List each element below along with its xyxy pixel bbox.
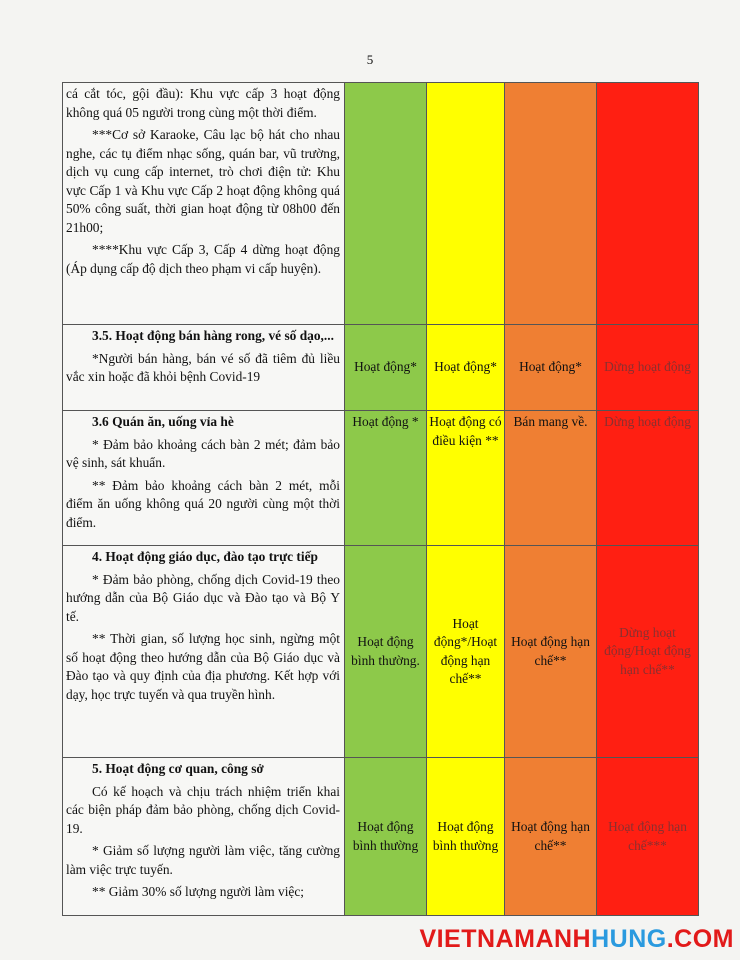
page-number: 5 (366, 52, 374, 67)
epidemic-level-table (62, 82, 699, 916)
level-4-cell: Dừng hoạt động (597, 325, 699, 411)
level-3-cell: Bán mang về. (505, 411, 597, 546)
level-2-cell: Hoạt động* (427, 325, 505, 411)
watermark-part: VIETNAMANH (419, 925, 592, 953)
level-2-cell: Hoạt động*/Hoạt động hạn chế** (427, 546, 505, 758)
paragraph: * Đảm bảo phòng, chống dịch Covid-19 theo hướng dẫn của Bộ Giáo dục và Đào tạo và Bộ Y tế. (66, 571, 340, 624)
watermark-part: .COM (666, 925, 734, 953)
table-row (63, 546, 699, 758)
level-4-cell: Dừng hoạt động (597, 411, 699, 546)
level-1-cell: Hoạt động * (345, 411, 427, 546)
paragraph: ** Giảm 30% số lượng người làm việc; (92, 884, 305, 899)
level-1-cell (345, 83, 427, 325)
row-heading: 5. Hoạt động cơ quan, công sở (92, 761, 264, 776)
level-4-cell: Dừng hoạt động/Hoạt động hạn chế** (597, 546, 699, 758)
level-3-cell (505, 83, 597, 325)
row-description (63, 546, 345, 758)
table-row (63, 411, 699, 546)
paragraph: * Đảm bảo khoảng cách bàn 2 mét; đảm bảo vệ sinh, sát khuẩn. (66, 436, 340, 470)
paragraph: ****Khu vực Cấp 3, Cấp 4 dừng hoạt động (Áp dụng cấp độ dịch theo phạm vi cấp huyện). (66, 242, 340, 276)
paragraph: * Giảm số lượng người làm việc, tăng cường làm việc trực tuyến. (66, 843, 340, 877)
row-heading: 3.6 Quán ăn, uống vỉa hè (92, 414, 234, 429)
level-1-cell: Hoạt động* (345, 325, 427, 411)
table-row (63, 325, 699, 411)
row-description (63, 758, 345, 916)
paragraph: cá cắt tóc, gội đầu): Khu vực cấp 3 hoạt động không quá 05 người trong cùng một thời điểm. (66, 86, 340, 120)
row-heading: 4. Hoạt động giáo dục, đào tạo trực tiếp (92, 549, 319, 564)
level-3-cell: Hoạt động hạn chế** (505, 758, 597, 916)
watermark-logo (419, 925, 734, 954)
watermark-part: HUNG (591, 925, 667, 953)
paragraph: ** Đảm bảo khoảng cách bàn 2 mét, mỗi điểm ăn uống không quá 20 người cùng một thời điểm. (66, 477, 340, 530)
level-1-cell: Hoạt động bình thường (345, 758, 427, 916)
row-description (63, 325, 345, 411)
level-2-cell: Hoạt động bình thường (427, 758, 505, 916)
level-2-cell: Hoạt động có điều kiện ** (427, 411, 505, 546)
paragraph: ** Thời gian, số lượng học sinh, ngừng một số hoạt động theo hướng dẫn của Bộ Giáo dục và Đào tạo và quy định của địa phương. Kết hợp với dạy, học trực tuyến và qua truyền hình. (66, 631, 340, 702)
row-description (63, 83, 345, 325)
level-2-cell (427, 83, 505, 325)
table-row (63, 758, 699, 916)
paragraph: *Người bán hàng, bán vé số đã tiêm đủ liều vắc xin hoặc đã khỏi bệnh Covid-19 (66, 350, 340, 384)
row-description (63, 411, 345, 546)
table-row (63, 83, 699, 325)
level-4-cell (597, 83, 699, 325)
level-3-cell: Hoạt động hạn chế** (505, 546, 597, 758)
paragraph: Có kế hoạch và chịu trách nhiệm triển khai các biện pháp đảm bảo phòng, chống dịch Covid-19. (66, 783, 340, 836)
level-1-cell: Hoạt động bình thường. (345, 546, 427, 758)
level-4-cell: Hoạt động hạn chế*** (597, 758, 699, 916)
row-heading: 3.5. Hoạt động bán hàng rong, vé số dạo,... (92, 328, 334, 343)
paragraph: ***Cơ sở Karaoke, Câu lạc bộ hát cho nhau nghe, các tụ điểm nhạc sống, quán bar, vũ trường, dịch vụ cung cấp internet, trò chơi điện tử: Khu vực Cấp 1 và Khu vực Cấp 2 hoạt động không quá 50% công suất, thời gian hoạt động từ 08h00 đến 21h00; (66, 127, 340, 235)
level-3-cell: Hoạt động* (505, 325, 597, 411)
